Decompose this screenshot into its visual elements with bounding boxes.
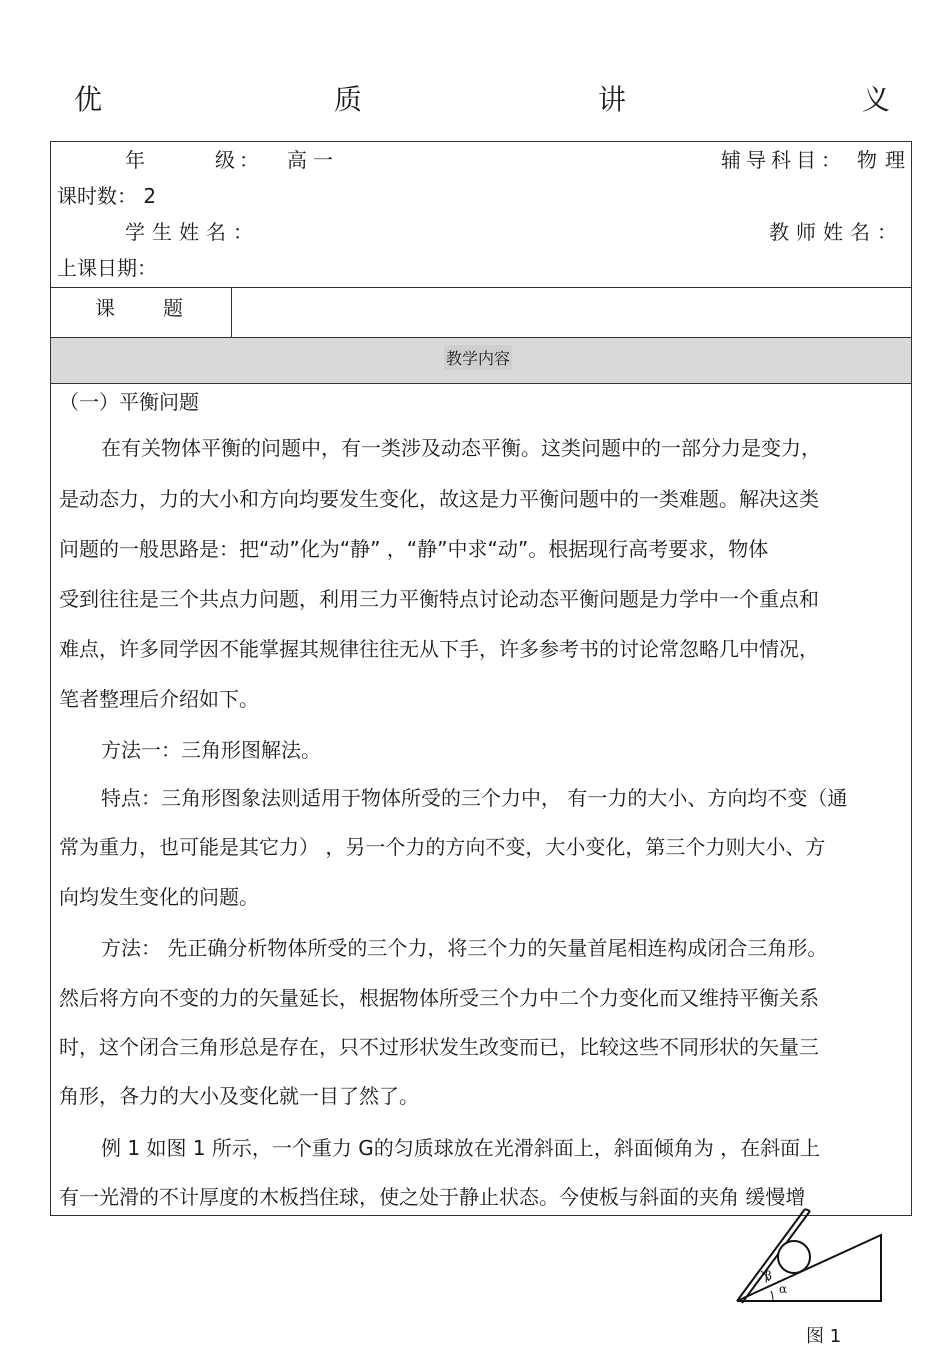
title-char-3: 讲: [598, 83, 627, 116]
ball: [778, 1241, 810, 1273]
title-char-1: 优: [74, 83, 103, 116]
hours-field: 课时数： 2: [57, 184, 157, 208]
grade-value: 高一: [287, 148, 339, 172]
alpha-arc: [771, 1291, 773, 1301]
class-date-label: 上课日期：: [57, 256, 157, 280]
board-top-cap: [805, 1209, 810, 1211]
paragraph-line: 常为重力，也可能是其它力） ，另一个力的方向不变，大小变化，第三个力则大小、方: [59, 835, 826, 859]
paragraph-line: 方法一：三角形图解法。: [101, 738, 321, 762]
paragraph-line: 难点，许多同学因不能掌握其规律往往无从下手，许多参考书的讨论常忽略几中情况，: [59, 637, 819, 661]
topic-label: [51, 288, 232, 337]
paragraph-line: 是动态力，力的大小和方向均要发生变化，故这是力平衡问题中的一类难题。解决这类: [59, 487, 819, 511]
student-name-label: 学生姓名：: [125, 220, 260, 244]
teacher-name-label: 教师姓名：: [769, 220, 904, 244]
paragraph-line: 有一光滑的不计厚度的木板挡住球，使之处于静止状态。今使板与斜面的夹角 缓慢增: [59, 1185, 806, 1209]
paragraph-line: 方法： 先正确分析物体所受的三个力，将三个力的矢量首尾相连构成闭合三角形。: [101, 936, 828, 960]
info-section: [50, 141, 912, 288]
paragraph-line: 角形，各力的大小及变化就一目了然了。: [59, 1084, 419, 1108]
grade-label-2: 级：: [215, 148, 263, 172]
incline-figure: [725, 1205, 890, 1315]
content-section: [50, 383, 912, 1216]
paragraph-line: 时，这个闭合三角形总是存在，只不过形状发生改变而已，比较这些不同形状的矢量三: [59, 1035, 819, 1059]
paragraph-line: 笔者整理后介绍如下。: [59, 687, 259, 711]
section-header-label: 教学内容: [444, 345, 512, 370]
title-char-4: 义: [862, 83, 891, 116]
paragraph-line: 向均发生变化的问题。: [59, 885, 259, 909]
alpha-label: α: [779, 1282, 788, 1296]
beta-label: β: [765, 1269, 772, 1283]
paragraph-line: 问题的一般思路是：把“动”化为“静” ，“静”中求“动”。根据现行高考要求，物体: [59, 537, 769, 561]
topic-label-char-2: 题: [163, 296, 183, 320]
paragraph-line: 特点：三角形图象法则适用于物体所受的三个力中， 有一力的大小、方向均不变（通: [101, 786, 848, 810]
grade-label-1: 年: [125, 148, 145, 172]
topic-label-char-1: 课: [95, 296, 115, 320]
paragraph-line: 在有关物体平衡的问题中，有一类涉及动态平衡。这类问题中的一部分力是变力，: [101, 436, 821, 460]
content-heading: （一）平衡问题: [59, 390, 199, 414]
topic-row: [50, 287, 912, 338]
section-header: [50, 337, 912, 384]
document-title: [0, 78, 950, 118]
figure-caption: 图 1: [806, 1326, 842, 1347]
incline-triangle: [737, 1235, 881, 1301]
paragraph-line: 受到往往是三个共点力问题，利用三力平衡特点讨论动态平衡问题是力学中一个重点和: [59, 587, 819, 611]
paragraph-line: 例 1 如图 1 所示，一个重力 G的匀质球放在光滑斜面上，斜面倾角为 ，在斜面上: [101, 1136, 821, 1160]
paragraph-line: 然后将方向不变的力的矢量延长，根据物体所受三个力中二个力变化而又维持平衡关系: [59, 986, 819, 1010]
subject-label: 辅导科目：: [721, 148, 846, 172]
subject-value: 物理: [857, 148, 913, 172]
title-char-2: 质: [334, 83, 363, 116]
